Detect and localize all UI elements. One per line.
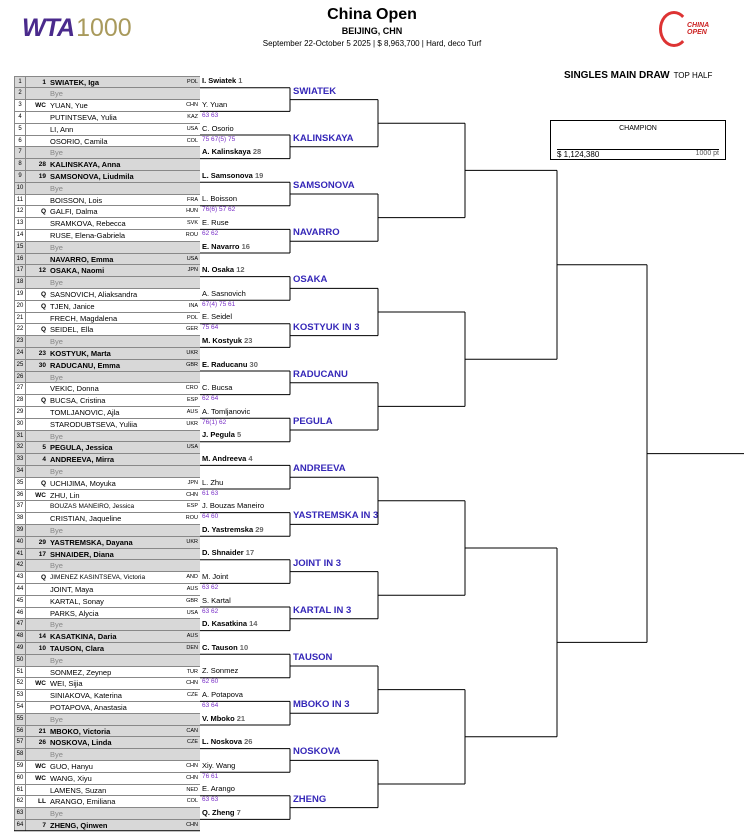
winner-name: Xiy. Wang: [202, 760, 236, 770]
nationality: FRA: [187, 196, 198, 203]
draw-position: 50: [15, 655, 26, 666]
draw-position: 44: [15, 584, 26, 595]
round2-winner: TAUSON: [293, 652, 333, 663]
round2-winner: KOSTYUK IN 3: [293, 321, 360, 333]
nationality: USA: [186, 609, 198, 616]
match-score: 63 63: [202, 111, 219, 119]
seed-label: WC: [35, 774, 46, 782]
player-name: NOSKOVA, Linda: [50, 738, 112, 748]
draw-position: 34: [15, 466, 26, 477]
round2-winner: OSAKA: [293, 274, 328, 286]
player-name: JIMENEZ KASINTSEVA, Victoria: [50, 574, 146, 582]
draw-position: 15: [15, 242, 26, 253]
nationality: AUS: [186, 585, 198, 592]
seed-label: 23: [38, 349, 46, 357]
draw-position: 14: [15, 230, 26, 241]
draw-position: 1: [15, 77, 26, 88]
seed-label: Q: [40, 208, 46, 216]
player-name: Bye: [50, 620, 63, 630]
winner-name: C. Bucsa: [202, 383, 233, 393]
player-name: BOISSON, Lois: [50, 195, 103, 205]
winner-seed: 29: [255, 524, 264, 534]
player-name: BOUZAS MANEIRO, Jessica: [50, 503, 135, 511]
draw-position: 10: [15, 183, 26, 194]
round2-winner: ANDREEVA: [293, 463, 346, 475]
nationality: AND: [186, 574, 198, 581]
draw-position: 28: [15, 395, 26, 406]
winner-name: L. Boisson: [202, 194, 238, 204]
draw-position: 37: [15, 501, 26, 512]
winner-seed: 26: [244, 737, 253, 747]
seed-label: 1: [42, 78, 46, 86]
draw-position: 29: [15, 407, 26, 418]
nationality: USA: [186, 125, 198, 132]
player-name: FRECH, Magdalena: [50, 313, 118, 323]
nationality: JPN: [187, 479, 198, 486]
round2-winner: ZHENG: [293, 793, 327, 805]
winner-name: V. Mboko: [202, 713, 235, 723]
player-name: WEI, Sijia: [50, 679, 83, 689]
draw-position: 8: [15, 159, 26, 170]
draw-position: 5: [15, 124, 26, 135]
draw-position: 43: [15, 572, 26, 583]
nationality: UKR: [186, 420, 198, 427]
player-name: Bye: [50, 242, 63, 252]
nationality: CZE: [187, 739, 198, 746]
nationality: CHN: [186, 102, 198, 109]
draw-position: 33: [15, 454, 26, 465]
seed-label: Q: [40, 397, 46, 405]
nationality: CHN: [186, 762, 198, 769]
logo-text: WTA: [22, 14, 75, 42]
round2-winner: RADUCANU: [293, 368, 348, 380]
draw-position: 38: [15, 513, 26, 524]
draw-position: 40: [15, 537, 26, 548]
player-name: UCHIJIMA, Moyuka: [50, 478, 116, 488]
player-name: SRAMKOVA, Rebecca: [50, 219, 126, 229]
player-name: RADUCANU, Emma: [50, 360, 121, 370]
draw-position: 54: [15, 702, 26, 713]
player-name: SONMEZ, Zeynep: [50, 667, 112, 677]
draw-position: 51: [15, 667, 26, 678]
nationality: AUS: [186, 633, 198, 640]
player-name: LI, Ann: [50, 124, 74, 134]
nationality: GER: [186, 326, 198, 333]
draw-position: 4: [15, 112, 26, 123]
draw-position: 59: [15, 761, 26, 772]
nationality: DEN: [186, 644, 198, 651]
player-name: GALFI, Dalma: [50, 207, 98, 217]
draw-position: 35: [15, 478, 26, 489]
winner-name: L. Noskova: [202, 737, 243, 747]
player-name: NAVARRO, Emma: [50, 254, 114, 264]
player-name: SASNOVICH, Aliaksandra: [50, 289, 138, 299]
champion-prize: $ 1,124,380: [557, 150, 600, 159]
draw-position: 49: [15, 643, 26, 654]
draw-position: 7: [15, 147, 26, 158]
nationality: POL: [186, 314, 198, 321]
draw-position: 25: [15, 360, 26, 371]
player-name: Bye: [50, 431, 63, 441]
logo-number: 1000: [76, 14, 132, 42]
draw-title-text: SINGLES MAIN DRAW: [564, 70, 670, 81]
match-score: 63 64: [202, 701, 219, 709]
winner-seed: 5: [237, 430, 242, 440]
player-name: YUAN, Yue: [50, 101, 88, 111]
player-name: SINIAKOVA, Katerina: [50, 691, 122, 701]
nationality: TUR: [186, 668, 198, 675]
draw-position: 17: [15, 265, 26, 276]
tournament-name: China Open: [327, 6, 417, 23]
winner-name: M. Kostyuk: [202, 335, 243, 345]
player-name: Bye: [50, 337, 63, 347]
player-name: Bye: [50, 278, 63, 288]
winner-seed: 10: [239, 642, 249, 652]
player-name: Bye: [50, 89, 63, 99]
draw-position: 55: [15, 714, 26, 725]
match-score: 62 62: [202, 229, 219, 237]
nationality: ROU: [185, 231, 198, 238]
player-name: POTAPOVA, Anastasia: [50, 702, 127, 712]
player-name: PEGULA, Jessica: [50, 443, 113, 453]
winner-name: E. Arango: [202, 784, 235, 794]
draw-position: 58: [15, 749, 26, 760]
player-name: TAUSON, Clara: [50, 643, 105, 653]
seed-label: 30: [38, 361, 46, 369]
player-name: LAMENS, Suzan: [50, 785, 107, 795]
draw-position: 47: [15, 619, 26, 630]
player-name: ARANGO, Emiliana: [50, 797, 116, 807]
match-score: 67(4) 75 61: [202, 300, 236, 308]
draw-position: 45: [15, 596, 26, 607]
draw-position: 16: [15, 254, 26, 265]
player-name: MBOKO, Victoria: [50, 726, 111, 736]
round2-winner: JOINT IN 3: [293, 557, 342, 569]
winner-name: A. Sasnovich: [202, 288, 246, 298]
seed-label: 14: [38, 633, 46, 641]
winner-name: J. Pegula: [202, 430, 235, 440]
seed-label: 17: [38, 550, 46, 558]
nationality: CHN: [186, 774, 198, 781]
tournament-location: BEIJING, CHN: [341, 26, 403, 36]
nationality: CAN: [186, 727, 198, 734]
player-name: RUSE, Elena-Gabriela: [50, 230, 126, 240]
player-name: Bye: [50, 183, 63, 193]
player-name: TJEN, Janice: [50, 301, 95, 311]
player-name: KOSTYUK, Marta: [50, 348, 111, 358]
seed-label: 4: [42, 456, 46, 464]
winner-name: E. Seidel: [202, 312, 233, 322]
winner-seed: 12: [236, 265, 245, 275]
nationality: ROU: [185, 515, 198, 522]
player-name: Bye: [50, 372, 63, 382]
match-score: 63 62: [202, 583, 219, 591]
draw-position: 6: [15, 136, 26, 147]
winner-seed: 30: [249, 359, 258, 369]
winner-name: L. Samsonova: [202, 170, 253, 180]
nationality: POL: [186, 78, 198, 85]
player-name: PARKS, Alycia: [50, 608, 99, 618]
draw-position: 64: [15, 820, 26, 831]
player-name: CRISTIAN, Jaqueline: [50, 514, 122, 524]
draw-position: 60: [15, 773, 26, 784]
match-score: 62 64: [202, 395, 219, 403]
winner-name: Z. Sonmez: [202, 666, 239, 676]
seed-label: 29: [38, 538, 46, 546]
round2-winner: KARTAL IN 3: [293, 604, 352, 616]
draw-position: 2: [15, 88, 26, 99]
nationality: CHN: [186, 491, 198, 498]
player-name: WANG, Xiyu: [50, 773, 92, 783]
champion-label: CHAMPION: [619, 125, 657, 132]
nationality: JPN: [187, 267, 198, 274]
winner-seed: 14: [249, 619, 258, 629]
winner-name: L. Zhu: [202, 477, 224, 487]
player-name: KARTAL, Sonay: [50, 596, 104, 606]
winner-name: A. Kalinskaya: [202, 147, 251, 157]
player-name: YASTREMSKA, Dayana: [50, 537, 133, 547]
winner-name: D. Shnaider: [202, 548, 244, 558]
winner-name: C. Tauson: [202, 642, 238, 652]
player-name: SAMSONOVA, Liudmila: [50, 171, 134, 181]
seed-label: Q: [40, 302, 46, 310]
seed-label: LL: [38, 798, 46, 806]
round2-winner: SAMSONOVA: [293, 180, 355, 191]
winner-name: A. Tomljanovic: [202, 406, 251, 416]
player-name: SWIATEK, Iga: [50, 77, 100, 87]
round2-winner: SWIATEK: [293, 85, 337, 97]
seed-label: 12: [38, 267, 46, 275]
draw-position: 63: [15, 808, 26, 819]
player-name: Bye: [50, 655, 63, 665]
champion-points: 1000 pt: [695, 150, 719, 157]
nationality: GBR: [186, 361, 198, 368]
nationality: ESP: [186, 503, 198, 510]
draw-position: 11: [15, 195, 26, 206]
draw-position: 26: [15, 372, 26, 383]
nationality: COL: [186, 137, 198, 144]
match-score: 75 67(5) 75: [202, 135, 236, 143]
winner-name: A. Potapova: [202, 689, 243, 699]
nationality: COL: [186, 798, 198, 805]
match-score: 64 60: [202, 513, 219, 521]
nationality: UKR: [186, 349, 198, 356]
winner-seed: 4: [248, 453, 253, 463]
nationality: NED: [186, 786, 198, 793]
draw-position: 48: [15, 631, 26, 642]
seed-label: 19: [38, 172, 46, 180]
round2-winner: KALINSKAYA: [293, 132, 354, 144]
nationality: INA: [188, 302, 198, 309]
nationality: ESP: [186, 397, 198, 404]
winner-name: D. Kasatkina: [202, 619, 248, 629]
round2-winner: NOSKOVA: [293, 746, 341, 758]
nationality: GBR: [186, 597, 198, 604]
draw-position: 42: [15, 560, 26, 571]
player-name: GUO, Hanyu: [50, 761, 93, 771]
draw-position: 53: [15, 690, 26, 701]
winner-seed: 23: [244, 335, 253, 345]
match-score: 75 64: [202, 324, 219, 332]
winner-name: Q. Zheng: [202, 807, 235, 817]
player-name: ZHU, Lin: [50, 490, 80, 500]
draw-position: 62: [15, 796, 26, 807]
player-name: ZHENG, Qinwen: [50, 820, 108, 830]
draw-position: 56: [15, 726, 26, 737]
player-name: KALINSKAYA, Anna: [50, 160, 121, 170]
seed-label: WC: [35, 762, 46, 770]
seed-label: WC: [35, 491, 46, 499]
winner-name: M. Andreeva: [202, 453, 247, 463]
match-score: 63 63: [202, 796, 219, 804]
seed-label: Q: [40, 290, 46, 298]
nationality: UKR: [186, 538, 198, 545]
winner-seed: 21: [236, 713, 246, 723]
winner-name: E. Raducanu: [202, 359, 248, 369]
round2-winner: NAVARRO: [293, 227, 340, 239]
player-name: BUCSA, Cristina: [50, 396, 106, 406]
winner-name: S. Kartal: [202, 595, 231, 605]
logo-label: CHINA OPEN: [687, 22, 710, 36]
match-score: 62 60: [202, 678, 219, 686]
seed-label: 7: [42, 821, 46, 829]
match-score: 76(6) 57 62: [202, 206, 236, 214]
match-score: 76(1) 62: [202, 418, 227, 426]
player-name: Bye: [50, 714, 63, 724]
player-name: KASATKINA, Daria: [50, 632, 117, 642]
draw-position: 61: [15, 785, 26, 796]
nationality: CRO: [185, 385, 198, 392]
winner-name: C. Osorio: [202, 123, 234, 133]
draw-position: 23: [15, 336, 26, 347]
draw-position: 9: [15, 171, 26, 182]
seed-label: 26: [38, 739, 46, 747]
winner-name: E. Navarro: [202, 241, 240, 251]
seed-label: Q: [40, 574, 46, 582]
winner-seed: 1: [238, 76, 243, 86]
nationality: USA: [186, 444, 198, 451]
match-score: 76 61: [202, 772, 219, 780]
draw-position: 46: [15, 608, 26, 619]
draw-position: 13: [15, 218, 26, 229]
player-name: Bye: [50, 750, 63, 760]
draw-position: 12: [15, 206, 26, 217]
winner-name: E. Ruse: [202, 217, 229, 227]
match-score: 63 62: [202, 607, 219, 615]
player-name: Bye: [50, 466, 63, 476]
seed-label: 28: [38, 161, 46, 169]
draw-position: 39: [15, 525, 26, 536]
draw-position: 3: [15, 100, 26, 111]
winner-seed: 28: [252, 147, 262, 157]
draw-position: 22: [15, 324, 26, 335]
nationality: KAZ: [187, 113, 198, 120]
seed-label: WC: [35, 680, 46, 688]
draw-position: 19: [15, 289, 26, 300]
winner-name: N. Osaka: [202, 265, 235, 275]
player-name: SEIDEL, Ella: [50, 325, 94, 335]
nationality: SVK: [186, 220, 198, 227]
winner-seed: 7: [236, 807, 241, 817]
winner-seed: 17: [245, 548, 255, 558]
draw-position: 24: [15, 348, 26, 359]
player-name: Bye: [50, 148, 63, 158]
draw-position: 30: [15, 419, 26, 430]
player-name: TOMLJANOVIC, Ajla: [50, 407, 120, 417]
draw-position: 52: [15, 678, 26, 689]
nationality: AUS: [186, 408, 198, 415]
seed-label: 21: [38, 727, 46, 735]
draw-position: 18: [15, 277, 26, 288]
draw-position: 27: [15, 383, 26, 394]
round2-winner: MBOKO IN 3: [293, 699, 350, 711]
draw-position: 20: [15, 301, 26, 312]
seed-label: WC: [35, 102, 46, 110]
seed-label: 5: [42, 444, 46, 452]
round2-winner: YASTREMSKA IN 3: [293, 510, 379, 522]
player-name: VEKIC, Donna: [50, 384, 99, 394]
nationality: USA: [186, 255, 198, 262]
tournament-info: September 22-October 5 2025 | $ 8,963,700 | Hard, deco Turf: [262, 39, 482, 48]
player-name: Bye: [50, 561, 63, 571]
player-name: STARODUBTSEVA, Yuliia: [50, 419, 138, 429]
winner-seed: 19: [254, 170, 264, 180]
nationality: HUN: [186, 208, 198, 215]
player-name: PUTINTSEVA, Yulia: [50, 112, 117, 122]
draw-half: TOP HALF: [673, 71, 713, 80]
seed-label: Q: [40, 326, 46, 334]
winner-name: I. Swiatek: [202, 76, 237, 86]
nationality: CHN: [186, 680, 198, 687]
round2-winner: PEGULA: [293, 416, 333, 427]
winner-name: J. Bouzas Maneiro: [202, 501, 265, 511]
match-score: 61 63: [202, 489, 219, 497]
winner-name: Y. Yuan: [202, 99, 228, 109]
draw-position: 41: [15, 549, 26, 560]
player-name: OSORIO, Camila: [50, 136, 108, 146]
winner-name: D. Yastremska: [202, 524, 254, 534]
seed-label: 10: [38, 644, 46, 652]
draw-position: 32: [15, 442, 26, 453]
player-name: Bye: [50, 525, 63, 535]
winner-name: M. Joint: [202, 571, 229, 581]
draw-position: 57: [15, 737, 26, 748]
draw-position: 36: [15, 490, 26, 501]
player-name: ANDREEVA, Mirra: [50, 455, 115, 465]
player-name: JOINT, Maya: [50, 584, 94, 594]
draw-position: 21: [15, 313, 26, 324]
winner-seed: 16: [241, 241, 250, 251]
nationality: CZE: [187, 692, 198, 699]
player-name: SHNAIDER, Diana: [50, 549, 114, 559]
nationality: CHN: [186, 821, 198, 828]
seed-label: Q: [40, 479, 46, 487]
draw-position: 31: [15, 431, 26, 442]
player-name: Bye: [50, 809, 63, 819]
player-name: OSAKA, Naomi: [50, 266, 105, 276]
